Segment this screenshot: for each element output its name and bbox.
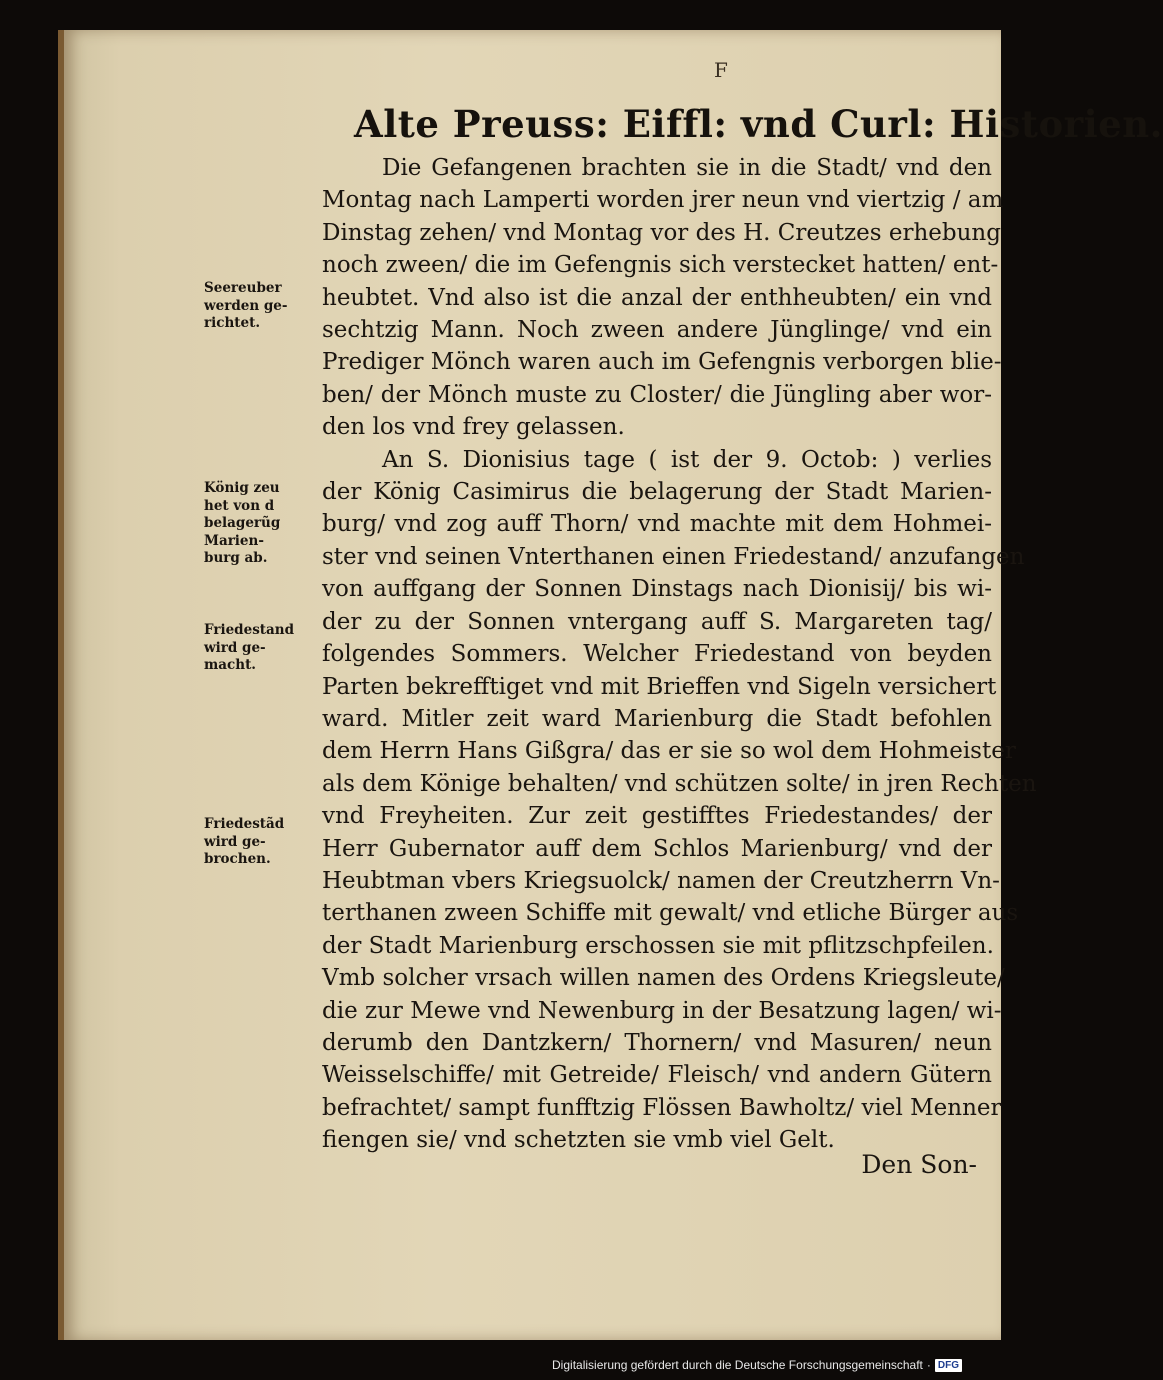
text-line: der zu der Sonnen vntergang auff S. Margareten tag/ [322,608,992,635]
text-line: Parten bekrefftiget vnd mit Brieffen vnd Sigeln versichert [322,673,997,700]
text-line: der König Casimirus die belagerung der Stadt Marien- [322,479,992,506]
text-line: die zur Mewe vnd Newenburg in der Besatzung lagen/ wi- [322,997,1002,1024]
text-line: derumb den Dantzkern/ Thornern/ vnd Masuren/ neun [322,1029,992,1056]
text-line: den los vnd frey gelassen. [322,414,625,441]
text-line: ben/ der Mönch muste zu Closter/ die Jüngling aber wor- [322,381,992,408]
page-mark: F [714,58,728,82]
text-line: vnd Freyheiten. Zur zeit gestifftes Friedestandes/ der [322,803,992,830]
text-line: ster vnd seinen Vnterthanen einen Friedestand/ anzufangen [322,543,1025,570]
margin-note-line: macht. [204,657,257,673]
margin-note-line: wird ge- [204,833,266,850]
text-line: An S. Dionisius tage ( ist der 9. Octob: ) verlies [382,446,992,473]
text-line: sechtzig Mann. Noch zween andere Jünglinge/ vnd ein [322,317,992,344]
text-line: Heubtman vbers Kriegsuolck/ namen der Creutzherrn Vn- [322,867,1000,894]
margin-note-line: belagerũg [204,515,281,531]
text-line: Prediger Mönch waren auch im Gefengnis verborgen blie- [322,349,1002,376]
margin-note-line: het von d [204,497,275,514]
text-line: heubtet. Vnd also ist die anzal der enthheubten/ ein vnd [322,284,992,311]
text-line: ward. Mitler zeit ward Marienburg die Stadt befohlen [322,705,992,732]
book-page [58,30,1163,1340]
margin-note-line: Seereuber [204,280,282,296]
main-text-block [322,152,1037,1157]
margin-note-line: brochen. [204,851,271,867]
margin-note-koenig [204,480,322,568]
footer-credit: Digitalisierung gefördert durch die Deutsche Forschungsgemeinschaft · DFG [552,1358,962,1372]
text-line: von auffgang der Sonnen Dinstags nach Dionisij/ bis wi- [322,576,992,603]
margin-note-seereuber [204,280,322,333]
text-line: fiengen sie/ vnd schetzten sie vmb viel Gelt. [322,1127,835,1154]
text-line: befrachtet/ sampt funfftzig Flössen Bawholtz/ viel Menner [322,1094,1002,1121]
text-line: terthanen zween Schiffe mit gewalt/ vnd etliche Bürger aus [322,900,1019,927]
margin-note-line: richtet. [204,315,261,331]
dfg-logo: DFG [935,1359,962,1372]
margin-note-line: König zeu [204,480,280,496]
text-line: als dem Könige behalten/ vnd schützen solte/ in jren Rechten [322,770,1037,797]
running-header: Alte Preuss: Eiffl: vnd Curl: Historien. [354,102,1163,146]
text-line: folgendes Sommers. Welcher Friedestand von beyden [322,641,992,668]
footer-credit-text: Digitalisierung gefördert durch die Deutsche Forschungsgemeinschaft [552,1358,923,1372]
text-line: Dinstag zehen/ vnd Montag vor des H. Creutzes erhebung [322,219,1001,246]
text-line: Weisselschiffe/ mit Getreide/ Fleisch/ vnd andern Gütern [322,1062,992,1089]
text-line: dem Herrn Hans Gißgra/ das er sie so wol dem Hohmeister [322,738,1016,765]
text-line: burg/ vnd zog auff Thorn/ vnd machte mit dem Hohmei- [322,511,992,538]
text-line: Montag nach Lamperti worden jrer neun vnd viertzig / am [322,187,1004,214]
catchword: Den Son- [861,1150,977,1179]
margin-note-line: Friedestand [204,622,295,638]
margin-note-line: burg ab. [204,550,268,566]
margin-note-friedestand [204,622,322,675]
margin-note-friedestand-gebrochen [204,816,322,869]
text-line: noch zween/ die im Gefengnis sich verstecket hatten/ ent- [322,252,999,279]
margin-note-line: werden ge- [204,297,288,314]
text-line: Herr Gubernator auff dem Schlos Marienburg/ vnd der [322,835,992,862]
margin-note-line: wird ge- [204,639,266,656]
margin-note-line: Marien- [204,532,264,549]
margin-note-line: Friedestãd [204,816,285,832]
text-line: Vmb solcher vrsach willen namen des Ordens Kriegsleute/ [322,965,1005,992]
text-line: der Stadt Marienburg erschossen sie mit pflitzschpfeilen. [322,932,994,959]
text-line: Die Gefangenen brachten sie in die Stadt/ vnd den [382,155,992,181]
